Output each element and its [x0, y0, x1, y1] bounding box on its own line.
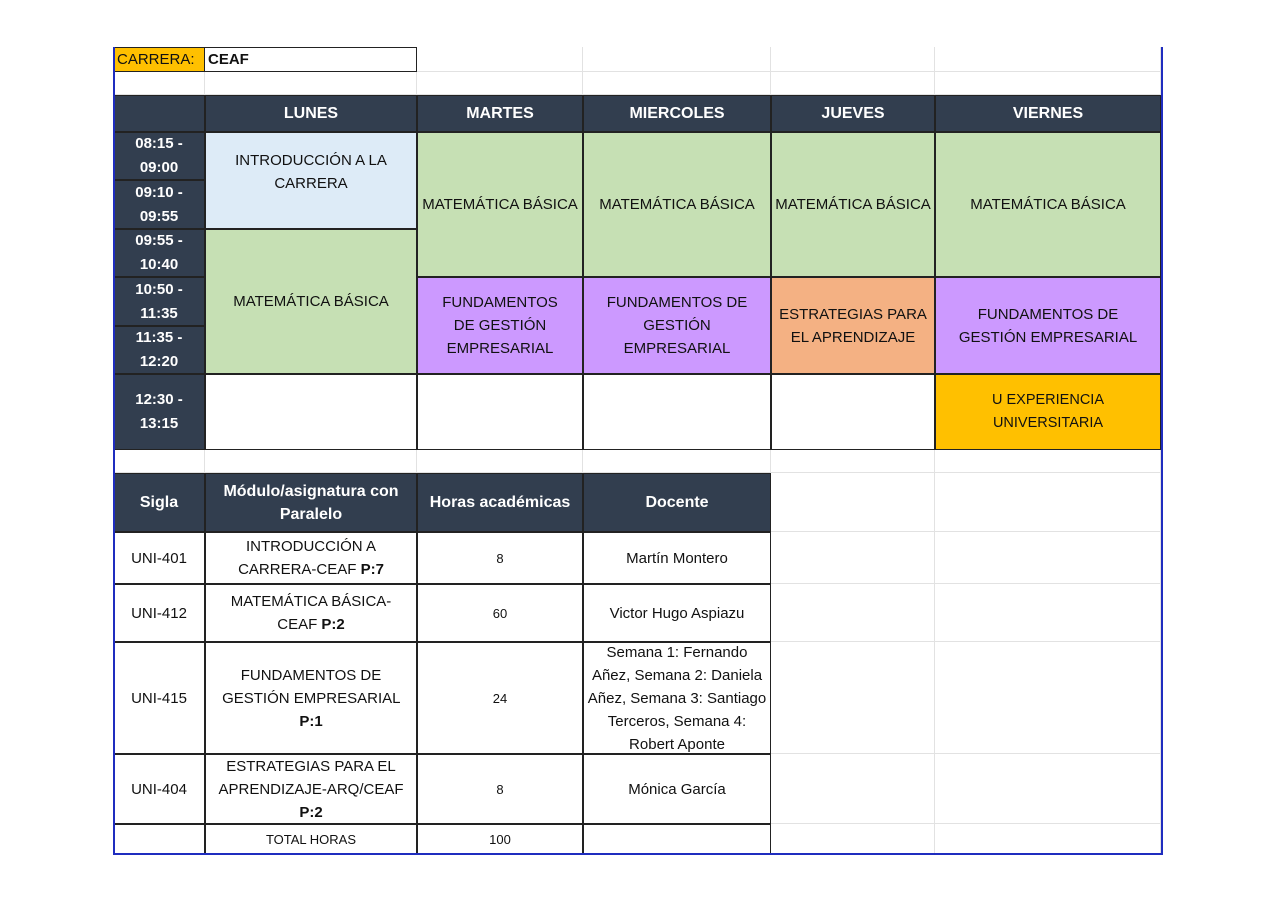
- modulo-name: ESTRATEGIAS PARA EL APRENDIZAJE-ARQ/CEAF: [218, 757, 404, 798]
- total-label: TOTAL HORAS: [205, 824, 417, 855]
- table-row-horas: 24: [417, 642, 583, 754]
- career-label: CARRERA:: [113, 47, 205, 72]
- grid-cell: [417, 450, 583, 473]
- grid-cell: [935, 473, 1161, 532]
- class-matematica-basica: MATEMÁTICA BÁSICA: [935, 132, 1161, 277]
- grid-cell: [935, 450, 1161, 473]
- class-experiencia-universitaria: U EXPERIENCIA UNIVERSITARIA: [935, 374, 1161, 450]
- time-slot: 09:10 - 09:55: [113, 180, 205, 229]
- empty-slot: [205, 374, 417, 450]
- courses-header-modulo: Módulo/asignatura con Paralelo: [205, 473, 417, 532]
- class-intro-carrera: INTRODUCCIÓN A LA CARRERA: [205, 132, 417, 229]
- grid-cell: [583, 47, 771, 72]
- day-header-miercoles: MIERCOLES: [583, 95, 771, 132]
- total-value: 100: [417, 824, 583, 855]
- table-row-sigla: UNI-412: [113, 584, 205, 642]
- class-estrategias-aprendizaje: ESTRATEGIAS PARA EL APRENDIZAJE: [771, 277, 935, 374]
- paralelo: P:2: [299, 803, 323, 821]
- modulo-name: INTRODUCCIÓN A CARRERA-CEAF: [238, 538, 376, 578]
- grid-cell: [935, 642, 1161, 754]
- time-slot: 10:50 - 11:35: [113, 277, 205, 326]
- table-row-modulo: [205, 642, 417, 754]
- grid-cell: [771, 450, 935, 473]
- grid-cell: [583, 72, 771, 95]
- table-row-docente: Victor Hugo Aspiazu: [583, 584, 771, 642]
- table-row-horas: 60: [417, 584, 583, 642]
- grid-cell: [771, 584, 935, 642]
- grid-cell: [935, 532, 1161, 584]
- modulo-name: FUNDAMENTOS DE GESTIÓN EMPRESARIAL: [222, 666, 400, 707]
- grid-cell: [113, 72, 205, 95]
- grid-cell: [205, 450, 417, 473]
- table-row-modulo: [205, 584, 417, 642]
- time-slot: 11:35 - 12:20: [113, 326, 205, 374]
- paralelo: P:1: [299, 712, 323, 730]
- grid-cell: [771, 824, 935, 855]
- table-row-sigla: UNI-404: [113, 754, 205, 824]
- grid-cell: [417, 72, 583, 95]
- class-matematica-basica: MATEMÁTICA BÁSICA: [771, 132, 935, 277]
- courses-header-horas: Horas académicas: [417, 473, 583, 532]
- courses-header-sigla: Sigla: [113, 473, 205, 532]
- table-row-horas: 8: [417, 532, 583, 584]
- time-slot: 09:55 - 10:40: [113, 229, 205, 277]
- courses-header-docente: Docente: [583, 473, 771, 532]
- schedule-header-corner: [113, 95, 205, 132]
- empty-slot: [771, 374, 935, 450]
- grid-cell: [583, 450, 771, 473]
- day-header-viernes: VIERNES: [935, 95, 1161, 132]
- table-row-docente: Semana 1: Fernando Añez, Semana 2: Daniela Añez, Semana 3: Santiago Terceros, Semana 4: Robert Aponte: [583, 642, 771, 754]
- grid-cell: [771, 532, 935, 584]
- grid-cell: [771, 72, 935, 95]
- day-header-jueves: JUEVES: [771, 95, 935, 132]
- grid-cell: [935, 72, 1161, 95]
- grid-cell: [205, 72, 417, 95]
- class-fundamentos-gestion: FUNDAMENTOS DE GESTIÓN EMPRESARIAL: [583, 277, 771, 374]
- grid-cell: [771, 642, 935, 754]
- table-row-modulo: [205, 532, 417, 584]
- day-header-martes: MARTES: [417, 95, 583, 132]
- grid-cell: [771, 754, 935, 824]
- grid-cell: [935, 824, 1161, 855]
- class-matematica-basica: MATEMÁTICA BÁSICA: [417, 132, 583, 277]
- day-header-lunes: LUNES: [205, 95, 417, 132]
- modulo-name: MATEMÁTICA BÁSICA-CEAF: [230, 593, 392, 633]
- class-matematica-basica: MATEMÁTICA BÁSICA: [583, 132, 771, 277]
- grid-cell: [113, 450, 205, 473]
- grid-cell: [935, 584, 1161, 642]
- total-row-empty: [113, 824, 205, 855]
- grid-cell: [935, 47, 1161, 72]
- table-row-modulo: [205, 754, 417, 824]
- grid-cell: [417, 47, 583, 72]
- grid-cell: [771, 473, 935, 532]
- paralelo: P:2: [321, 616, 345, 633]
- grid-cell: [771, 47, 935, 72]
- table-row-sigla: UNI-415: [113, 642, 205, 754]
- empty-slot: [583, 374, 771, 450]
- total-row-empty: [583, 824, 771, 855]
- time-slot: 12:30 - 13:15: [113, 374, 205, 450]
- empty-slot: [417, 374, 583, 450]
- table-row-horas: 8: [417, 754, 583, 824]
- career-value: CEAF: [204, 47, 417, 72]
- table-row-docente: Mónica García: [583, 754, 771, 824]
- class-fundamentos-gestion: FUNDAMENTOS DE GESTIÓN EMPRESARIAL: [417, 277, 583, 374]
- class-fundamentos-gestion: FUNDAMENTOS DE GESTIÓN EMPRESARIAL: [935, 277, 1161, 374]
- grid-cell: [935, 754, 1161, 824]
- table-row-sigla: UNI-401: [113, 532, 205, 584]
- time-slot: 08:15 - 09:00: [113, 132, 205, 180]
- paralelo: P:7: [360, 561, 384, 578]
- class-matematica-basica: MATEMÁTICA BÁSICA: [205, 229, 417, 374]
- table-row-docente: Martín Montero: [583, 532, 771, 584]
